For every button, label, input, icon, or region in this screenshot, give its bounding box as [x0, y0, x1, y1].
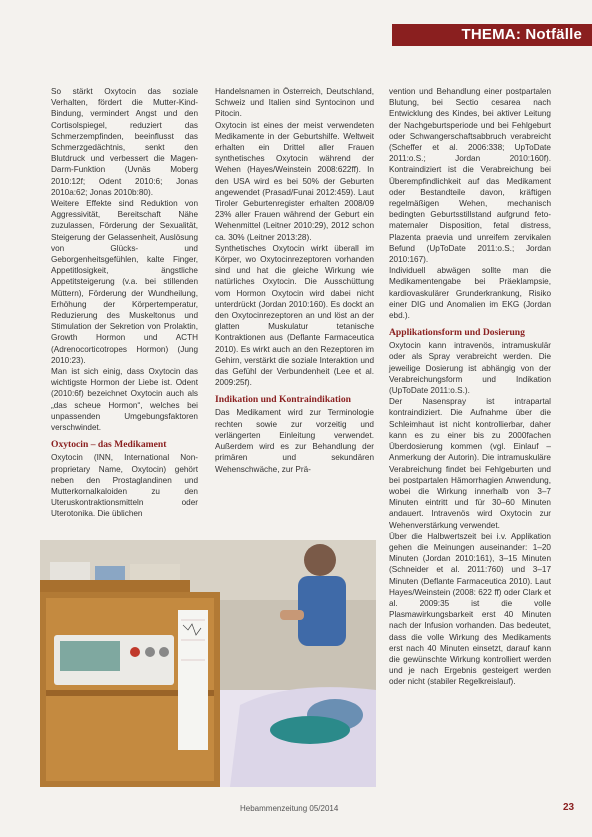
- column-2: [215, 86, 374, 475]
- section-heading: Oxytocin – das Medikament: [51, 439, 167, 451]
- paragraph: Über die Halbwertszeit bei i.v. Applikation gehen die Meinungen auseinander: 1–20 Minuten (Jordan 2010:161), 3–15 Minuten (Schneider et al. 2011:760) und 3–17 Minuten (Deflante Farmaceutica 2010). Laut Hayes/Weinstein (2008: 622 ff) oder Clark et al. 2009:35 ist die volle Plasmawirkungsbarkeit erst 40 Minuten nach der Infusion vorhanden. Das bedeutet, dass die volle Wirkung des Medikaments erst nach 40 Minuten einsetzt, darauf kann die gewünschte Wirkung kontrolliert werden und je nach Ergebnis gesteigert werden oder nicht (stabiler Regelkreislauf).: [389, 531, 551, 687]
- column-3: [389, 86, 551, 688]
- section-heading: Applikationsform und Dosierung: [389, 327, 525, 339]
- paragraph: So stärkt Oxytocin das soziale Verhalten, fördert die Mutter-Kind-Bindung, vermindert Angst und den Cortisolspiegel, reduziert das Schmerzempfinden, beeinflusst das Schmerzgedächtnis, senkt den Blutdruck und verbessert die Magen-Darm-Funktion (Uvnäs Moberg 2010:12f; Odent 2010:6; Jonas 2010a:62; Jonas 2010b:80).: [51, 87, 198, 197]
- header-bar: [392, 24, 592, 46]
- column-1: [51, 86, 198, 520]
- paragraph: Handelsnamen in Österreich, Deutschland, Schweiz und Italien sind Syntocinon und Pitocin.: [215, 87, 374, 119]
- paragraph: Oxytocin ist eines der meist verwendeten Medikamente in der Geburtshilfe. Weltweit erhalten ein Drittel aller Frauen synthetisches Oxytocin während der Wehen (Hayes/Weinstein 2008:622ff). In den USA wird es bei 50% der Geburten angewendet (Prasad/Funai 2012:459). Laut Tiroler Geburtenregister erhalten 2008/09 23% aller Frauen während der Geburt ein Wehenmittel (Leitner 2010:29), 2012 schon ca. 30% (Leitner 2013:28).: [215, 120, 374, 242]
- paragraph: Das Medikament wird zur Terminologie rechten sowie zur vorzeitig und verlängerten Einleitung verwendet. Außerdem wird es zur Behandlung der primären und sekundären Wehenschwäche, zur Prä-: [215, 408, 374, 474]
- paragraph: Individuell abwägen sollte man die Medikamentengabe bei Präeklampsie, kardiovaskulärer Grunderkrankung, Risiko einer DIG und Anomalien im EKG (Jordan ebd.).: [389, 266, 551, 321]
- page-number: 23: [563, 802, 575, 813]
- section-heading: Indikation und Kontraindikation: [215, 394, 351, 406]
- paragraph: Oxytocin kann intravenös, intramuskulär oder als Spray verabreicht werden. Die jeweilige Dosierung ist abhängig von der Verabreichungsform und Indikation (UpToDate 2011:o.S.).: [389, 341, 551, 396]
- paragraph: Man ist sich einig, dass Oxytocin das wichtigste Hormon der Liebe ist. Odent (2010:6f) bezeichnet Oxytocin auch als „das scheue Hormon“, welches bei unpassenden Umgebungsfaktoren verschwindet.: [51, 367, 198, 433]
- delivery-room-photo: [40, 540, 376, 787]
- journal-footer: Hebammenzeitung 05/2014: [240, 804, 339, 813]
- paragraph: Weitere Effekte sind Reduktion von Aggressivität, Bereitschaft Nähe zuzulassen, Förderung der Sexualität, Steigerung der Gelassenheit, Auslösung von Glücks- und Geborgenheitsgefühlen, kalte Finger, Appetitlosigkeit, ängstliche Appetitsteigerung (v.a. bei stillenden Müttern), Förderung der Wundheilung, Erhöhung der Körpertemperatur, Reduzierung des Muskeltonus und Stimulation der Sekretion von Prolaktin, Growth Hormon und ACTH (Adrenocorticotropes Hormon) (Jung 2010:23).: [51, 199, 198, 365]
- paragraph: vention und Behandlung einer postpartalen Blutung, bei Sectio cesarea nach Entwicklung des Kindes, bei aktiver Leitung der Nachgeburtsperiode und bei Fehlgeburt oder Schwangerschaftsabbruch verabreicht (Scheffer et al. 2006:338; UpToDate 2011:o.S.; Jordan 2010:160f). Kontraindiziert ist die Verabreichung bei Überempfindlichkeit auf das Medikament oder Bestandteile davon, kräftigen regelmäßigen Wehen, mechanisch bedingten Geburtsstillstand aufgrund feto-maternaler Disposition, fetal distress, Plazenta praevia und unreifem zervikalen Befund (UpToDate 2011:o.S.; Jordan 2010:167).: [389, 87, 551, 265]
- paragraph: Synthetisches Oxytocin wirkt überall im Körper, wo Oxytocinrezeptoren vorhanden sind und hat die gleiche Wirkung wie natürliches Oxytocin. Die Ausschüttung vom Hormon Oxytocin wird dabei nicht unterdrückt (Jordan 2010:160). Es dockt an den Oxytocinrezeptoren an und löst an der glatten Muskulatur tetanische Kontraktionen aus (Deflante Farmaceutica 2010). Es wirkt auch an den Rezeptoren im Gehirn, verstärkt die soziale Interaktion und das Gefühl der Verbundenheit (Lee et al. 2009:25f).: [215, 243, 374, 388]
- photo-illustration: [40, 540, 376, 787]
- paragraph: Der Nasenspray ist intrapartal kontraindiziert. Die Aufnahme über die Schleimhaut ist nicht kontrollierbar, daher kann es zu einer bis zu 2000fachen Überdosierung kommen (vgl. Einlauf – Anmerkung der Autorin). Die intramuskuläre Verabreichung findet bei Fehlgeburten und bei postpartalen Hämorrhagien Anwendung, wobei die Wirkung innerhalb von 3–7 Minuten eintritt und für 30–60 Minuten andauert. Intravenös wird Oxytocin zur Wehenverstärkung verwendet.: [389, 397, 551, 530]
- section-title: THEMA: Notfälle: [461, 26, 582, 43]
- paragraph: Oxytocin (INN, International Non-proprietary Name, Oxytocin) gehört neben den Prostaglandinen und Mutterkornalkaloiden zu den Uteruskontraktionsmitteln oder Uterotonika. Die üblichen: [51, 453, 198, 519]
